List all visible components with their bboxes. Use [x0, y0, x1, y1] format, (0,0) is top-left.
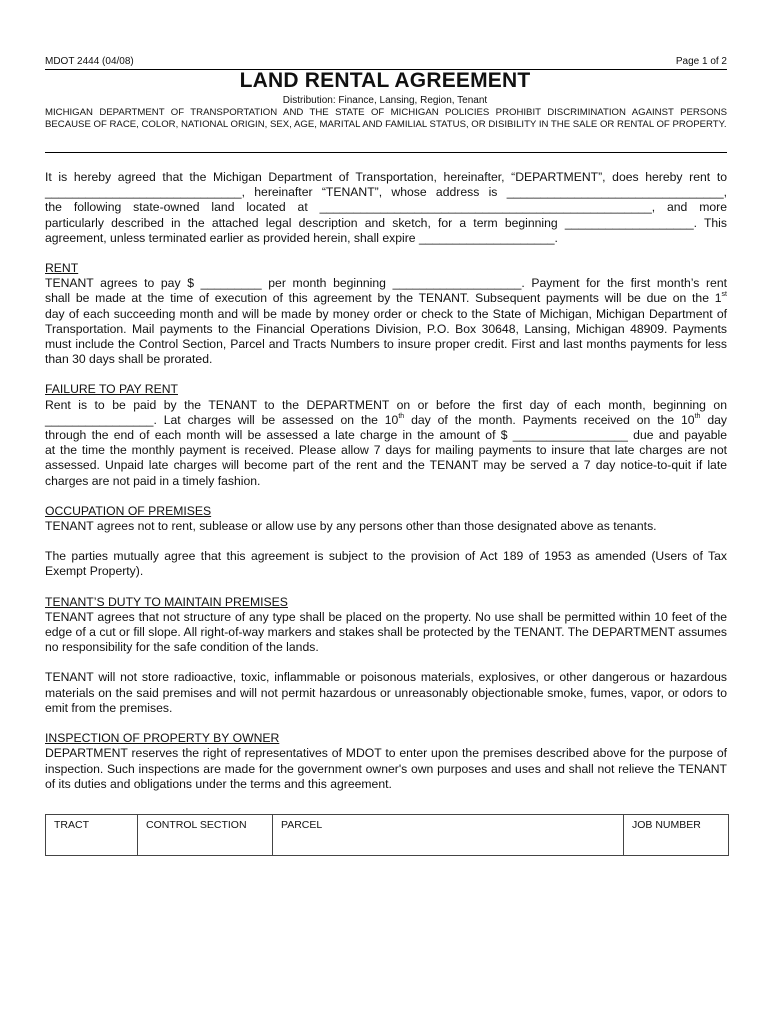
failure-line	[45, 413, 727, 428]
parcel-cell[interactable]	[273, 815, 624, 856]
form-header	[45, 56, 727, 67]
job-number-label: JOB NUMBER	[632, 819, 701, 831]
nondiscrimination-notice: MICHIGAN DEPARTMENT OF TRANSPORTATION AND THE STATE OF MICHIGAN POLICIES PROHIBIT DISCRIMINATION AGAINST PERSONS BECAUSE OF RACE, COLOR, NATIONAL ORIGIN, SEX, AGE, MARITAL AND FAMILIAL STATUS, OR DISIBILITY IN THE SALE OR RENTAL OF PROPERTY.	[45, 107, 727, 130]
intro-line: It is hereby agreed that the Michigan Department of Transportation, hereinafter, “DEPARTMENT”, does hereby rent to	[45, 170, 727, 184]
duty-text: TENANT agrees that not structure of any type shall be placed on the property. No use shall be permitted within 10 feet of the edge of a cut or fill slope. All right-of-way markers and stakes shall be protected by the TENANT. The DEPARTMENT assumes no responsibility for the safe condition of the lands.	[45, 609, 727, 655]
occupation-heading: OCCUPATION OF PREMISES	[45, 503, 212, 518]
intro-line: the following state-owned land located at _________________________________________________, and more	[45, 200, 727, 215]
rent-line-text: shall be made at the time of execution of this agreement by the TENANT. Subsequent payments will be due on the 1	[45, 291, 722, 306]
document-title: LAND RENTAL AGREEMENT	[239, 69, 531, 92]
intro-line: particularly described in the attached legal description and sketch, for a term beginning ___________________. This	[45, 215, 727, 230]
failure-line-text: day of the month. Payments received on the 10	[404, 412, 695, 427]
table-row	[46, 815, 729, 856]
form-id: MDOT 2444 (04/08)	[45, 56, 134, 67]
occupation-text: TENANT agrees not to rent, sublease or allow use by any persons other than those designated above as tenants.	[45, 519, 657, 534]
failure-line: Rent is to be paid by the TENANT to the DEPARTMENT on or before the first day of each month, beginning on	[45, 397, 727, 412]
superscript: st	[721, 291, 727, 299]
distribution-line: Distribution: Finance, Lansing, Region, Tenant	[282, 95, 488, 106]
failure-line: through the end of each month will be assessed a late charge in the amount of $ _________________ due and payable	[45, 428, 727, 443]
duty-heading: TENANT’S DUTY TO MAINTAIN PREMISES	[45, 594, 288, 609]
rent-heading: RENT	[45, 261, 79, 276]
intro-line: agreement, unless terminated earlier as provided herein, shall expire ____________________.	[45, 230, 558, 245]
intro-paragraph	[45, 170, 727, 246]
agreement-body	[45, 155, 727, 792]
superscript: th	[398, 412, 405, 420]
parcel-label: PARCEL	[281, 819, 323, 831]
rent-text: day of each succeeding month and will be made by money order or check to the State of Michigan, Michigan Department of Transportation. Mail payments to the Financial Operations Division, P.O. Box 30648, Lansing, Michigan 48909. Payments must include the Control Section, Parcel and Tracts Numbers to insure proper credit. First and last months payments for less than 30 days shall be prorated.	[45, 306, 727, 367]
failure-text: at the time the monthly payment is received. Please allow 7 days for mailing payments to insure that late charges are not assessed. Unpaid late charges will become part of the rent and the TENANT may be served a 7 day notice-to-quit if late charges are not paid in a timely fashion.	[45, 443, 727, 488]
failure-line-text: day	[700, 412, 727, 427]
tract-cell[interactable]	[46, 815, 138, 856]
tract-label: TRACT	[54, 819, 89, 831]
control-section-cell[interactable]	[138, 815, 273, 856]
notice-rule	[45, 152, 727, 153]
page-number: Page 1 of 2	[675, 56, 727, 67]
failure-heading: FAILURE TO PAY RENT	[45, 382, 178, 397]
failure-line-text: ________________. Lat charges will be assessed on the 10	[45, 412, 399, 427]
control-section-label: CONTROL SECTION	[146, 819, 247, 831]
intro-line: _____________________________, hereinafter “TENANT”, whose address is ________________________________,	[45, 185, 727, 200]
act-189-text: The parties mutually agree that this agreement is subject to the provision of Act 189 of 1953 as amended (Users of Tax Exempt Property).	[45, 549, 727, 579]
superscript: th	[694, 412, 701, 420]
rent-line: TENANT agrees to pay $ _________ per month beginning ___________________. Payment for the first month’s rent	[45, 276, 727, 291]
inspection-text: DEPARTMENT reserves the right of representatives of MDOT to enter upon the premises described above for the purpose of inspection. Such inspections are made for the government owner's own purposes and uses and shall not relieve the TENANT of its duties and obligations under the terms and this agreement.	[45, 746, 727, 791]
rent-line	[45, 291, 727, 306]
job-number-cell[interactable]	[624, 815, 729, 856]
hazardous-materials-text: TENANT will not store radioactive, toxic, inflammable or poisonous materials, explosives, or other dangerous or hazardous materials on the said premises and will not permit hazardous or unreasonably objectionable smoke, fumes, vapor, or odors to emit from the premises.	[45, 670, 727, 715]
parcel-info-table	[45, 814, 729, 856]
inspection-heading: INSPECTION OF PROPERTY BY OWNER	[45, 731, 280, 746]
